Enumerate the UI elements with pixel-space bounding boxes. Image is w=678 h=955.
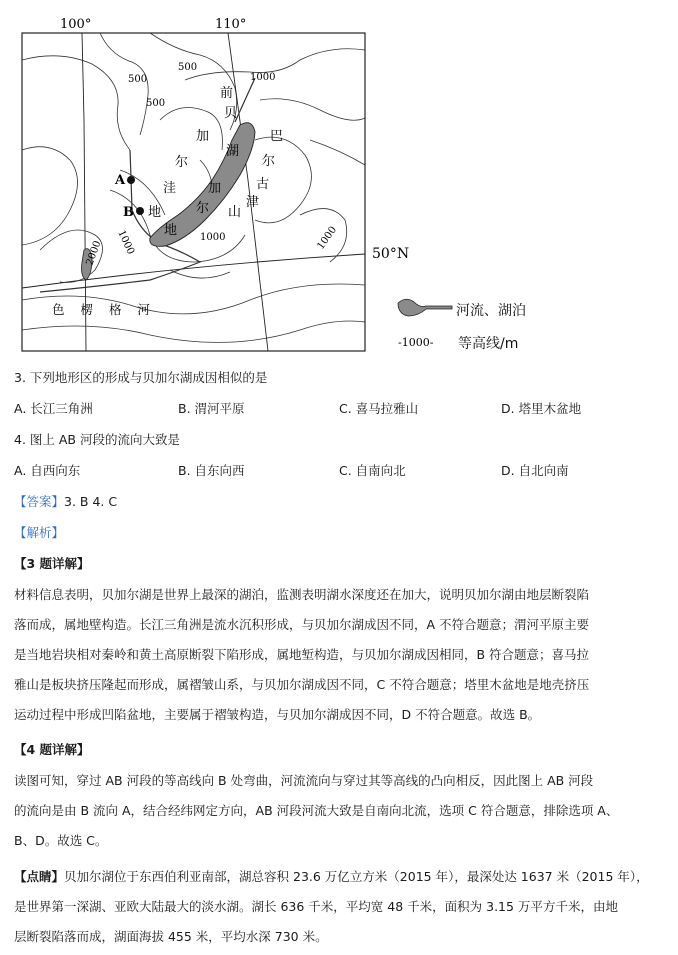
contour-label: 500 — [146, 98, 166, 109]
question-4-stem: 4. 图上 AB 河段的流向大致是 — [14, 432, 180, 447]
q4-line: B、D。故选 C。 — [14, 833, 108, 848]
region-char: 地 — [148, 205, 162, 220]
contour-label: 500 — [178, 62, 198, 73]
region-char: 巴 — [270, 129, 284, 144]
lon-110-label: 110° — [215, 17, 247, 32]
q4-line: 的流向是由 B 流向 A，结合经纬网定方向，AB 河段河流大致是自南向北流，选项 C 符合题意，排除选项 A、 — [14, 803, 619, 818]
contour-label: 2000 — [84, 239, 104, 268]
region-char: 尔 — [175, 155, 189, 170]
note-tag: 【点睛】 — [14, 869, 65, 884]
region-char: 湖 — [226, 144, 240, 159]
contour-label: 1000 — [200, 232, 226, 243]
question-3-option-a: A. 长江三角洲 — [14, 401, 93, 416]
q3-line: 材料信息表明，贝加尔湖是世界上最深的湖泊，监测表明湖水深度还在加大，说明贝加尔湖由地层断裂陷 — [14, 587, 590, 602]
note-line: 是世界第一深湖、亚欧大陆最大的淡水湖。湖长 636 千米，平均宽 48 千米，面积为 3.15 万平方千米，由地 — [14, 899, 618, 914]
region-char: 尔 — [262, 154, 276, 169]
legend-water-label: 河流、湖泊 — [456, 303, 526, 319]
legend-water-icon — [398, 299, 452, 316]
q3-detail-text — [14, 580, 666, 730]
q3-line: 落而成，属地壁构造。长江三角洲是流水沉积形成，与贝加尔湖成因不同，A 不符合题意；渭河平原主要 — [14, 617, 590, 632]
region-char: 加 — [196, 129, 210, 144]
q3-detail-tag: 【3 题详解】 — [14, 556, 90, 571]
answer-line — [14, 493, 117, 511]
point-a-marker — [127, 176, 135, 184]
region-char: 地 — [164, 223, 178, 238]
point-b-label: B — [123, 205, 134, 220]
baikal-map — [0, 0, 678, 365]
contour-label: 1000 — [315, 224, 340, 252]
region-char: 尔 — [196, 201, 210, 216]
map-figure — [0, 0, 678, 365]
question-4-option-a: A. 自西向东 — [14, 463, 81, 478]
river-ab — [130, 150, 155, 240]
region-char: 古 — [256, 177, 270, 192]
note-line: 层断裂陷落而成，湖面海拔 455 米，平均水深 730 米。 — [14, 929, 328, 944]
lat-50-label: 50°N — [372, 246, 410, 262]
contour-label: 500 — [128, 74, 148, 85]
q3-line: 运动过程中形成凹陷盆地，主要属于褶皱构造，与贝加尔湖成因不同，D 不符合题意。故选 B。 — [14, 707, 541, 722]
note-text — [14, 862, 666, 952]
contour-label: 1000 — [250, 72, 276, 83]
question-4-option-d: D. 自北向南 — [501, 463, 569, 478]
region-char: 津 — [246, 195, 260, 210]
q3-line: 雅山是板块挤压隆起而形成，属褶皱山系，与贝加尔湖成因不同，C 不符合题意；塔里木盆地是地壳挤压 — [14, 677, 590, 692]
analysis-tag: 【解析】 — [14, 525, 65, 540]
question-4-option-b: B. 自东向西 — [178, 463, 245, 478]
region-char: 加 — [208, 181, 222, 196]
lon-100-label: 100° — [60, 17, 92, 32]
question-3-option-c: C. 喜马拉雅山 — [339, 401, 419, 416]
answer-tag: 【答案】 — [14, 494, 65, 509]
question-3-option-d: D. 塔里木盆地 — [501, 401, 582, 416]
question-4-option-c: C. 自南向北 — [339, 463, 406, 478]
legend-contour-sample: -1000- — [398, 336, 434, 349]
region-char: 山 — [228, 205, 242, 220]
question-3-stem: 3. 下列地形区的形成与贝加尔湖成因相似的是 — [14, 370, 268, 385]
point-a-label: A — [115, 173, 126, 188]
region-char: 贝 — [224, 106, 238, 121]
region-char: 洼 — [163, 181, 177, 196]
point-b-marker — [136, 207, 144, 215]
parallel-50 — [22, 254, 365, 288]
q4-detail-text — [14, 766, 666, 856]
question-3-option-b: B. 渭河平原 — [178, 401, 245, 416]
contour-lines — [22, 33, 365, 342]
note-line: 【点睛】贝加尔湖位于东西伯利亚南部，湖总容积 23.6 万亿立方米（2015 年），最深处达 1637 米（2015 年）， — [14, 869, 649, 884]
answer-text: 3. B 4. C — [64, 494, 118, 509]
river-selenga-label: 色 楞 格 河 — [52, 302, 156, 317]
q3-line: 是当地岩块相对秦岭和黄土高原断裂下陷形成，属地堑构造，与贝加尔湖成因相同，B 符合题意；喜马拉 — [14, 647, 590, 662]
q4-detail-tag: 【4 题详解】 — [14, 742, 90, 757]
river-north — [235, 78, 255, 122]
region-char: 前 — [220, 86, 234, 101]
legend-contour-label: 等高线/m — [458, 336, 519, 352]
contour-label: 1000 — [115, 228, 137, 257]
q4-line: 读图可知，穿过 AB 河段的等高线向 B 处弯曲，河流流向与穿过其等高线的凸向相反，因此图上 AB 河段 — [14, 773, 594, 788]
river-selenga — [40, 242, 200, 292]
